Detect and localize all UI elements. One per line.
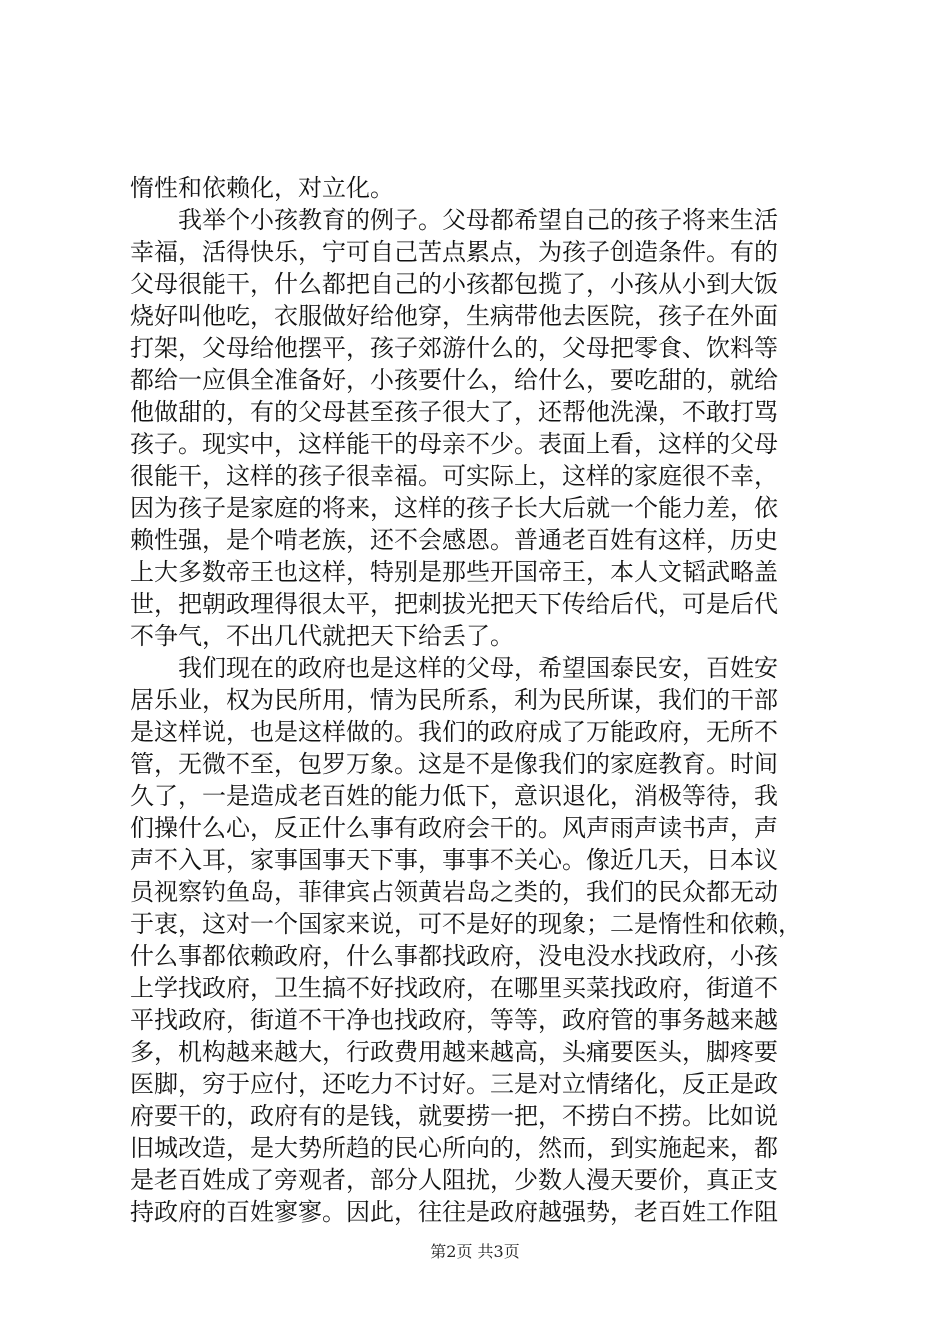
page-footer: 第2页 共3页 <box>430 1242 520 1261</box>
text-line: 因为孩子是家庭的将来，这样的孩子长大后就一个能力差，依 <box>130 494 778 522</box>
text-line: 我们现在的政府也是这样的父母，希望国泰民安，百姓安 <box>178 654 778 682</box>
text-line: 什么事都依赖政府，什么事都找政府，没电没水找政府，小孩 <box>130 942 778 970</box>
text-line: 是老百姓成了旁观者，部分人阻扰，少数人漫天要价，真正支 <box>130 1166 778 1194</box>
text-line: 久了，一是造成老百姓的能力低下，意识退化，消极等待，我 <box>130 782 778 810</box>
text-line: 赖性强，是个啃老族，还不会感恩。普通老百姓有这样，历史 <box>130 526 778 554</box>
text-line: 孩子。现实中，这样能干的母亲不少。表面上看，这样的父母 <box>130 430 778 458</box>
text-line: 持政府的百姓寥寥。因此，往往是政府越强势，老百姓工作阻 <box>130 1198 778 1226</box>
text-line: 打架，父母给他摆平，孩子郊游什么的，父母把零食、饮料等 <box>130 334 778 362</box>
text-line: 上学找政府，卫生搞不好找政府，在哪里买菜找政府，街道不 <box>130 974 778 1002</box>
text-line: 声不入耳，家事国事天下事，事事不关心。像近几天，日本议 <box>130 846 778 874</box>
text-line: 员视察钓鱼岛，菲律宾占领黄岩岛之类的，我们的民众都无动 <box>130 878 778 906</box>
text-line: 多，机构越来越大，行政费用越来越高，头痛要医头，脚疼要 <box>130 1038 778 1066</box>
document-body <box>130 172 830 1228</box>
text-line: 们操什么心，反正什么事有政府会干的。风声雨声读书声，声 <box>130 814 778 842</box>
text-line: 医脚，穷于应付，还吃力不讨好。三是对立情绪化，反正是政 <box>130 1070 778 1098</box>
text-line: 我举个小孩教育的例子。父母都希望自己的孩子将来生活 <box>178 206 778 234</box>
text-line: 幸福，活得快乐，宁可自己苦点累点，为孩子创造条件。有的 <box>130 238 778 266</box>
text-line: 平找政府，街道不干净也找政府，等等，政府管的事务越来越 <box>130 1006 778 1034</box>
text-line: 惰性和依赖化，对立化。 <box>130 174 394 202</box>
text-line: 上大多数帝王也这样，特别是那些开国帝王，本人文韬武略盖 <box>130 558 778 586</box>
text-line: 烧好叫他吃，衣服做好给他穿，生病带他去医院，孩子在外面 <box>130 302 778 330</box>
text-line: 都给一应俱全准备好，小孩要什么，给什么，要吃甜的，就给 <box>130 366 778 394</box>
text-line: 很能干，这样的孩子很幸福。可实际上，这样的家庭很不幸， <box>130 462 778 490</box>
text-line: 世，把朝政理得很太平，把刺拔光把天下传给后代，可是后代 <box>130 590 778 618</box>
text-line: 是这样说，也是这样做的。我们的政府成了万能政府，无所不 <box>130 718 778 746</box>
text-line: 父母很能干，什么都把自己的小孩都包揽了，小孩从小到大饭 <box>130 270 778 298</box>
text-line: 居乐业，权为民所用，情为民所系，利为民所谋，我们的干部 <box>130 686 778 714</box>
text-line: 旧城改造，是大势所趋的民心所向的，然而，到实施起来，都 <box>130 1134 778 1162</box>
text-line: 管，无微不至，包罗万象。这是不是像我们的家庭教育。时间 <box>130 750 778 778</box>
text-line: 不争气，不出几代就把天下给丢了。 <box>130 622 514 650</box>
text-line: 于衷，这对一个国家来说，可不是好的现象；二是惰性和依赖， <box>130 910 802 938</box>
text-line: 他做甜的，有的父母甚至孩子很大了，还帮他洗澡，不敢打骂 <box>130 398 778 426</box>
text-line: 府要干的，政府有的是钱，就要捞一把，不捞白不捞。比如说 <box>130 1102 778 1130</box>
